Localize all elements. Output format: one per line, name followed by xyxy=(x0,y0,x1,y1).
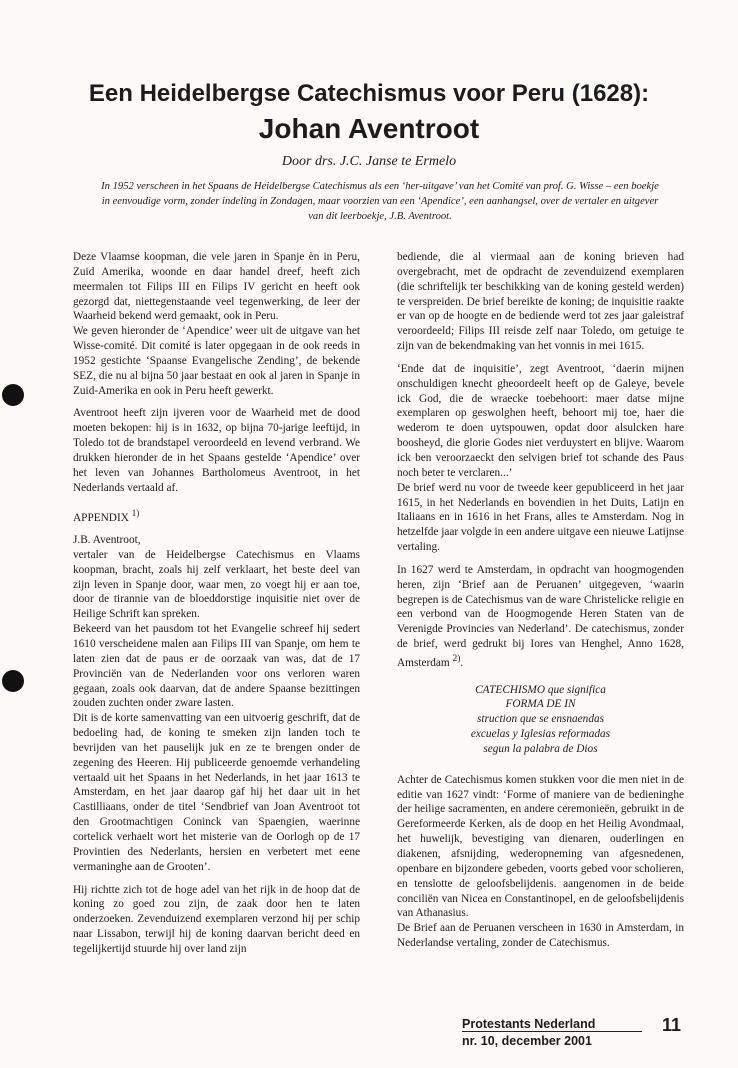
paragraph: Bekeerd van het pausdom tot het Evangelie schreef hij sedert 1610 verscheidene malen aan Filips III van Spanje, om hem te laten zien dat de paus er de oorzaak van was, dat de 17 Provinciën van de Nederlanden voor ons verloren waren gegaan, zoals ook daarvan, dat de andere Spaanse bezittingen zouden zuchten onder zware lasten. xyxy=(73,623,360,710)
paragraph: De brief werd nu voor de tweede keer gepubliceerd in het jaar 1615, in het Nederlands en bovendien in het Duits, Latijn en Italiaans en in 1616 in het Frans, alles te Amsterdam. Nog in hetzelfde jaar volgde in een andere uitgave een nieuwe Latijnse vertaling. xyxy=(397,481,684,554)
appendix-heading xyxy=(73,506,360,526)
paragraph: We geven hieronder de ‘Apendice’ weer uit de uitgave van het Wisse-comité. Dit comité is later opgegaan in de ook reeds in 1952 gestichte ‘Spaanse Evangelische Zending’, de bekende SEZ, die nu al bijna 50 jaar bestaat en ook al jaren in Spanje in Zuid-Amerika en ook in Peru heeft gewerkt. xyxy=(73,325,360,397)
spanish-title-line: excuelas y Iglesias reformadas xyxy=(470,728,611,741)
paragraph: Hij richtte zich tot de hoge adel van het rijk in de hoop dat de koning zo goed zou zijn, de zaak door hen te laten onderzoeken. Zevenduizend exemplaren verzond hij per schip naar Lissabon, terwijl hij de koning daarvan bericht deed en tegelijkertijd stuurde hij over land zijn xyxy=(73,883,360,955)
page-number: 11 xyxy=(662,1015,682,1035)
spanish-title-line: segun la palabra de Dios xyxy=(483,742,598,755)
paragraph: Aventroot heeft zijn ijveren voor de Waarheid met de dood moeten bekopen: hij is in 1632, op bijna 70-jarige leeftijd, in Toledo tot de brandstapel veroordeeld en levend verbrand. We drukken hieronder de in het Spaans gestelde ‘Apendice’ over het leven van Johannes Bartholomeus Aventroot, in het Nederlands vertaald af. xyxy=(73,407,360,494)
binder-hole-top xyxy=(2,384,24,406)
intro-paragraph: In 1952 verscheen in het Spaans de Heidelbergse Catechismus als een ‘her-uitgave’ van het Comité van prof. G. Wisse – een boekje in eenvoudige vorm, zonder indeling in Zondagen, maar voorzien van een ‘Apendice’, een aanhangsel, over de vertaler en uitgever van dit leerboekje, J.B. Aventroot. xyxy=(101,181,659,222)
paragraph: De Brief aan de Peruanen verscheen in 1630 in Amsterdam, in Nederlandse vertaling, zonder de Catechismus. xyxy=(397,922,684,950)
paragraph: Dit is de korte samenvatting van een uitvoerig geschrift, dat de bedoeling had, de koning te smeken zijn landen toch te bevrijden van het pauselijk juk en ze te brengen onder de zegening des Heeren. Hij publiceerde genoemde verhandeling vertaald uit het Spaans in het Nederlands, in het jaar 1613 te Amsterdam, en het jaar daarop gaf hij het daar uit in het Castilliaans, onder de titel ‘Sendbrief van Joan Aventroot tot den Grootmachtigen Coninck van Spaengien, waerinne cortelick verhaelt wort het misterie van de Oorlogh op de 17 Provintien des Nederlants, hersien en verbetert met eene vermaninghe aan de Grooten’. xyxy=(73,712,360,873)
magazine-name: Protestants Nederland xyxy=(462,1017,596,1031)
spanish-title-line: FORMA DE IN xyxy=(505,698,576,711)
paragraph: In 1627 werd te Amsterdam, in opdracht van hoogmogenden heren, zijn ‘Brief aan de Peruanen’ uitgegeven, ‘waarin begrepen is de Catechismus van de ware Christelicke religie en een verbond van de Hoogmogende Heren Staten van de Verenigde Provincies van Nederland’. De catechismus, zonder de brief, werd gedrukt bij Iores van Henghel, Anno 1628, Amsterdam $^{2)}$. xyxy=(397,563,684,669)
issue-info: nr. 10, december 2001 xyxy=(462,1034,592,1048)
paragraph: vertaler van de Heidelbergse Catechismus en Vlaams koopman, bracht, zoals hij zelf verklaart, het beste deel van zijn leven in Spanje door, waar men, zo voegt hij er aan toe, door de tirannie van de bloeddorstige inquisitie niet over de Heilige Schrift kan spreken. xyxy=(73,548,360,621)
footnote-ref: 2) xyxy=(452,653,461,664)
paragraph: Deze Vlaamse koopman, die vele jaren in Spanje èn in Peru, Zuid Amerika, woonde en daar handel dreef, heeft zich meermalen tot Filips III en Filips IV gericht en heeft ook gezorgd dat, niettegenstaande veel tegenwerking, de leer der Waarheid bekend werd gemaakt, ook in Peru. xyxy=(73,251,360,323)
article-title-line2: Johan Aventroot xyxy=(258,113,480,144)
paragraph: ‘Ende dat de inquisitie’, zegt Aventroot, ‘daerin mijnen onschuldigen knecht gheoordeelt heeft op de Galeye, bevele ick God, die de wraecke toebehoort: maer datse mijne exemplaren op geswolghen heeft, behoort mij toe, haer die wederom te doen uytspouwen, opdat door alsulcken hare boosheyd, die glorie Godes niet verduystert en blijve. Waarom ick ben veroorzaeckt den selvigen brief tot schande des Paus noch beter te verclaren...’ xyxy=(397,362,684,479)
paragraph: bediende, die al viermaal aan de koning brieven had overgebracht, met de opdracht de zevenduizend exemplaren (die schriftelijk ter beschikking van de koning gesteld werden) te verspreiden. De brief bereikte de koning; de inquisitie raakte er van op de hoogte en de bediende werd tot zes jaar galeistraf veroordeeld; Filips III reisde zelf naar Toledo, om getuige te zijn van de bekendmaking van het vonnis in mei 1615. xyxy=(397,251,684,353)
article-title-line1: Een Heidelbergse Catechismus voor Peru (1628): xyxy=(88,80,650,107)
right-column xyxy=(397,250,684,951)
spanish-title-line: struction que se ensnaendas xyxy=(476,713,605,726)
footer-rule xyxy=(462,1031,642,1032)
byline: Door drs. J.C. Janse te Ermelo xyxy=(281,154,457,169)
paragraph: Achter de Catechismus komen stukken voor die men niet in de editie van 1627 vindt: ‘Forme of maniere van de bedieninghe der heilige sacramenten, en andere ceremonieën, gebruikt in de Gereformeerde Kerken, als de doop en het Heilig Avondmaal, het huwelijk, bevestiging van dienaren, ouderlingen en diakenen, afsnijding, wederopneming van afgesnedenen, openbare en bijzondere gebeden, voorts gebed voor scholieren, en tenslotte de geloofsbelijdenis. aangenomen in de beide conciliën van Nicea en Constantinopel, en de geloofsbelijdenis van Athanasius. xyxy=(397,773,684,920)
paragraph-text: In 1627 werd te Amsterdam, in opdracht van hoogmogenden heren, zijn ‘Brief aan de Peruanen’ uitgegeven, ‘waarin begrepen is de Catechismus van de ware Christelicke religie en een verbond van de Hoogmogende Heren Staten van de Verenigde Provincies van Nederland’. De catechismus, zonder de brief, werd gedrukt bij Iores van Henghel, Anno 1628, Amsterdam xyxy=(397,563,684,669)
spanish-title-line: CATECHISMO que significa xyxy=(475,683,606,696)
appendix-label: APPENDIX xyxy=(73,511,129,524)
left-column xyxy=(73,250,360,957)
spanish-title-block xyxy=(397,683,684,757)
paragraph-name: J.B. Aventroot, xyxy=(73,534,141,547)
binder-hole-bottom xyxy=(2,670,24,692)
footnote-ref: 1) xyxy=(131,507,140,518)
